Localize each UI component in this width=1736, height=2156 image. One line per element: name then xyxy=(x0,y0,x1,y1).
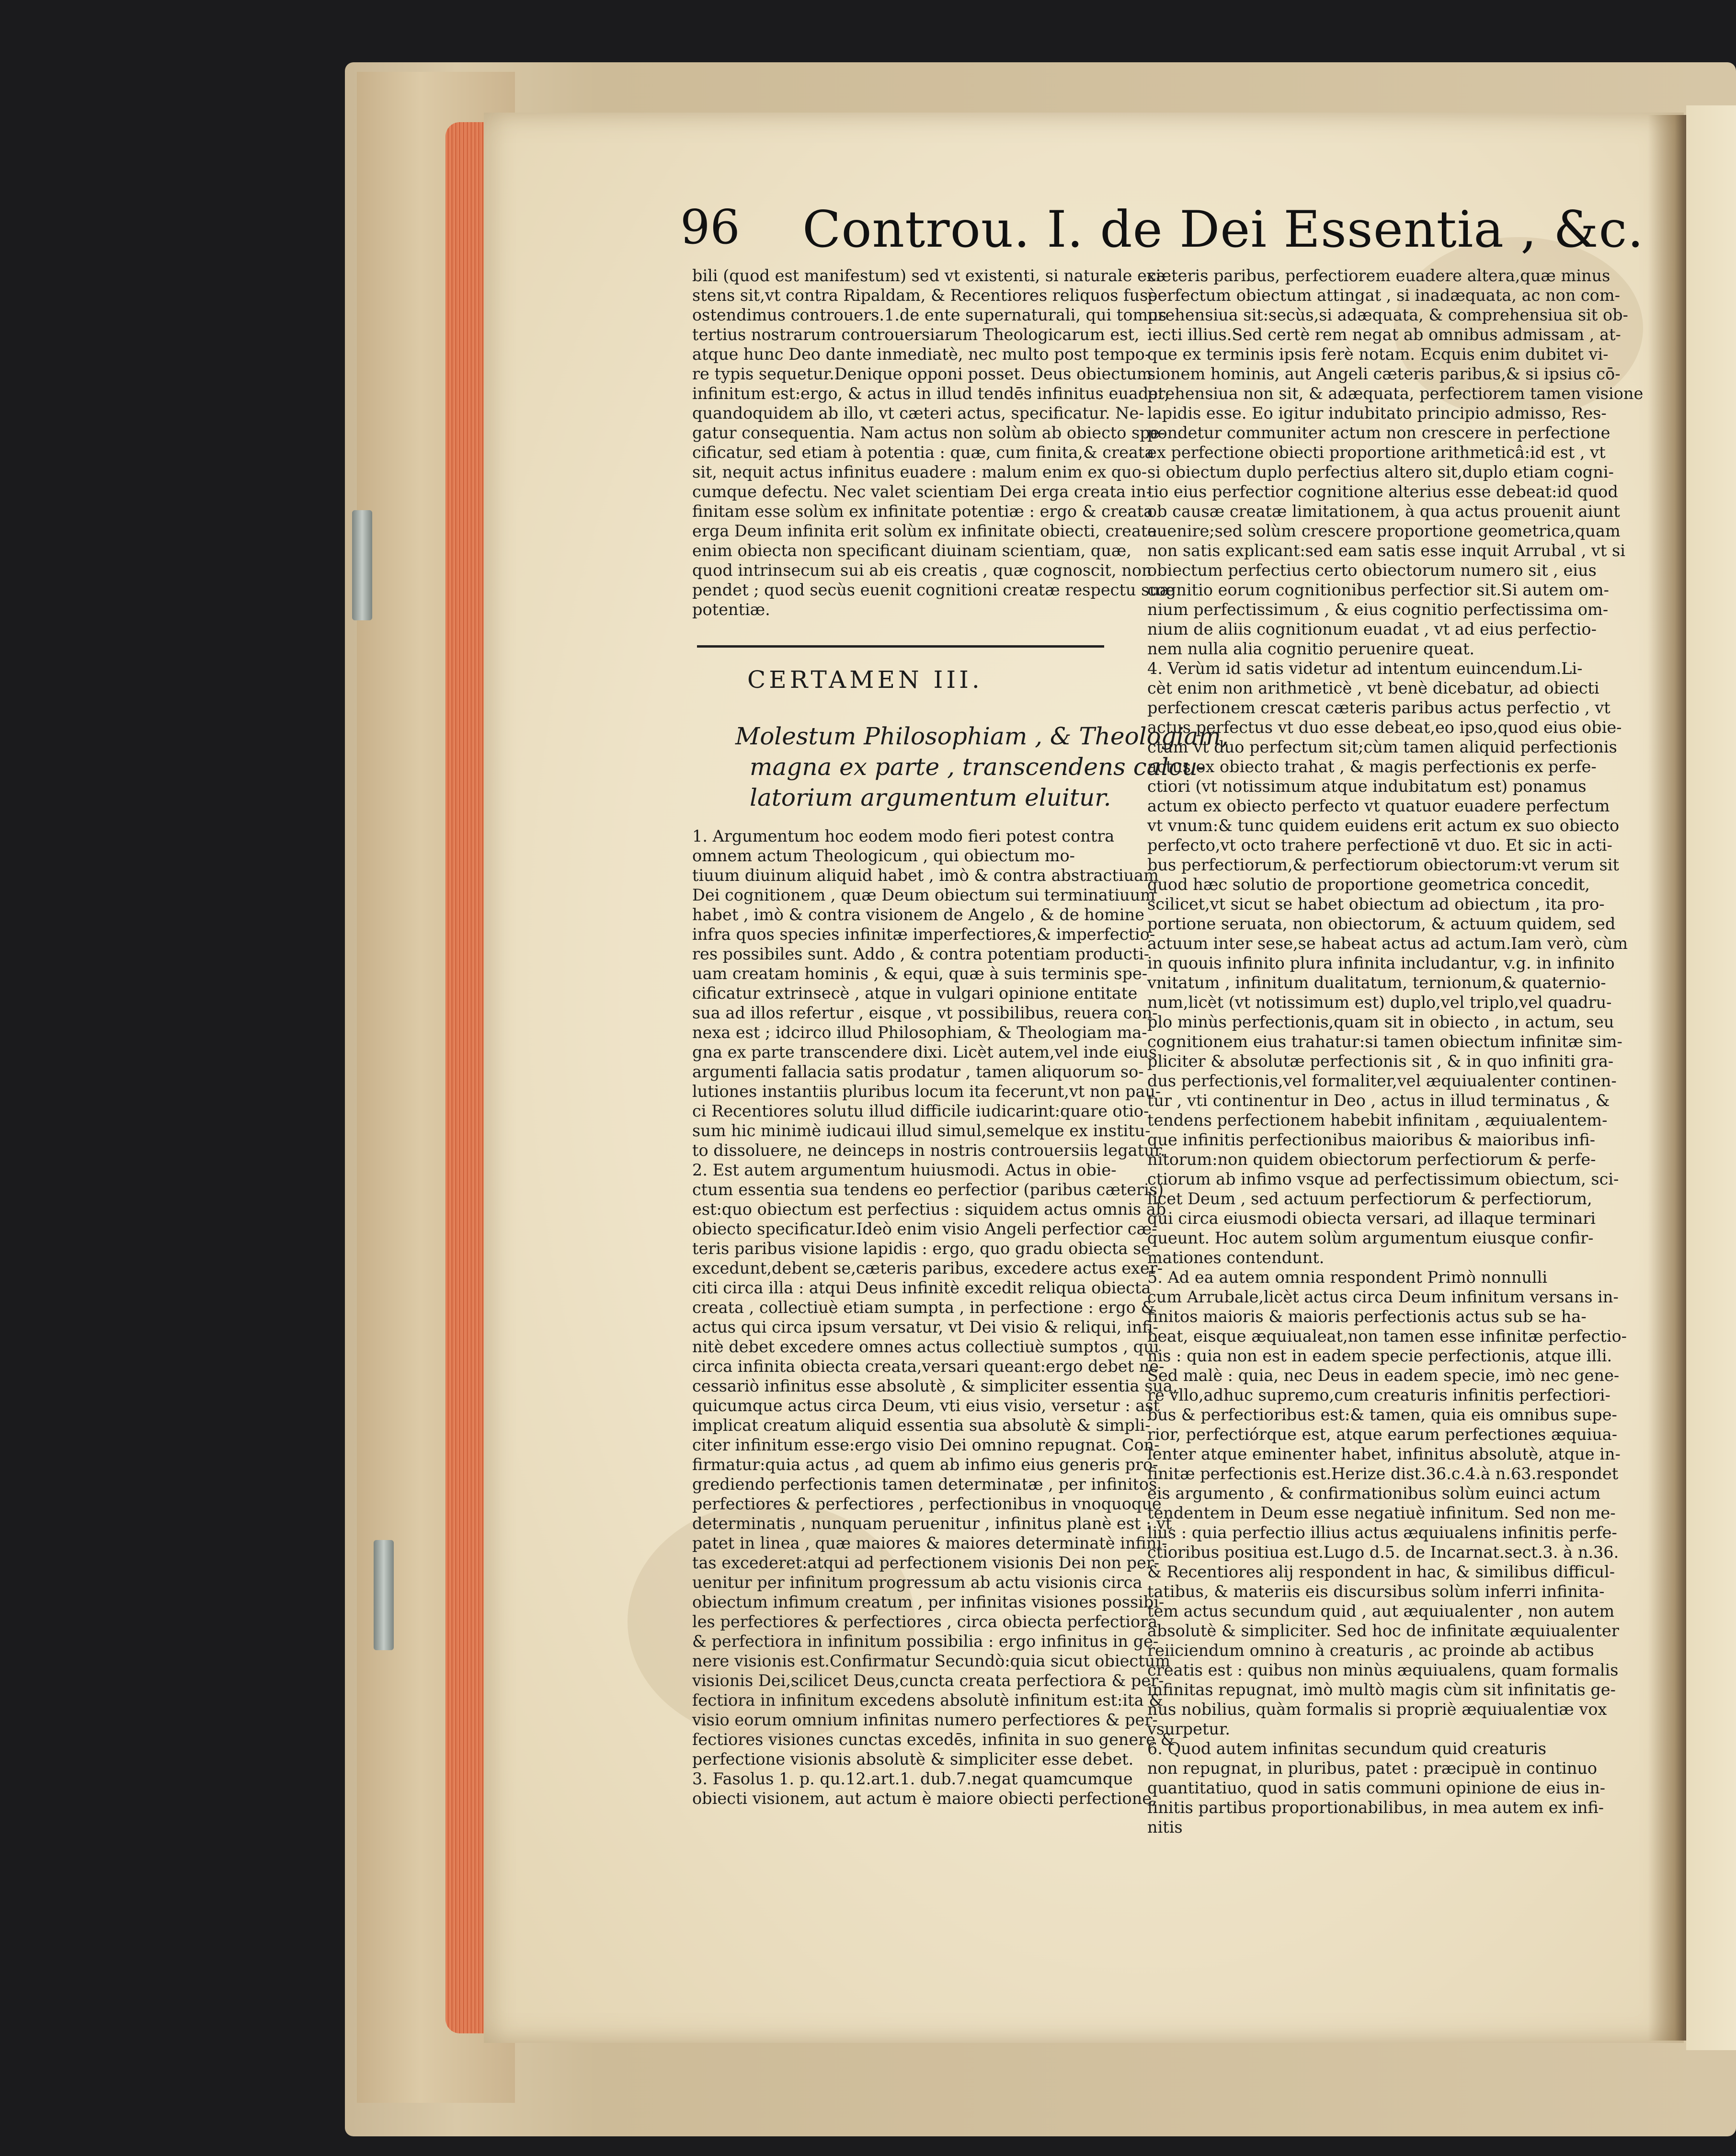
text-line: ostendimus controuers.1.de ente supernaturali, qui tomus xyxy=(692,306,1167,324)
text-line: tur , vti continentur in Deo , actus in illud terminatus , & xyxy=(1147,1091,1610,1110)
text-line: cificatur, sed etiam à potentia : quæ, cum finita,& creata xyxy=(692,443,1154,462)
text-line: qui circa eiusmodi obiecta versari, ad illaque terminari xyxy=(1147,1209,1596,1228)
text-line: fectiores visiones cunctas excedēs, infinita in suo genere & xyxy=(692,1730,1175,1749)
text-line: finitæ perfectionis est.Herize dist.36.c.4.à n.63.respondet xyxy=(1147,1464,1619,1483)
text-line: actuum inter sese,se habeat actus ad actum.Iam verò, cùm xyxy=(1147,934,1628,953)
text-line: & perfectiora in infinitum possibilia : ergo infinitus in ge- xyxy=(692,1632,1159,1651)
text-line: ctioribus positiua est.Lugo d.5. de Incarnat.sect.3. à n.36. xyxy=(1147,1543,1619,1562)
text-line: cessariò infinitus esse absolutè , & simpliciter essentia sua, xyxy=(692,1377,1178,1395)
text-line: circa infinita obiecta creata,versari queant:ergo debet ne- xyxy=(692,1357,1165,1376)
text-line: si obiectum duplo perfectius altero sit,duplo etiam cogni- xyxy=(1147,463,1614,481)
text-line: lenter atque eminenter habet, infinitus absolutè, atque in- xyxy=(1147,1445,1621,1463)
page-number: 96 xyxy=(680,200,740,255)
text-line: omnem actum Theologicum , qui obiectum mo- xyxy=(692,846,1075,865)
text-line: infinitas repugnat, imò multò magis cùm sit infinitatis ge- xyxy=(1147,1680,1616,1699)
text-line: quod intrinsecum sui ab eis creatis , quæ cognoscit, non xyxy=(692,561,1152,580)
text-line: uam creatam hominis , & equi, quæ à suis terminis spe- xyxy=(692,964,1148,983)
text-line: argumenti fallacia satis prodatur , tamen aliquorum so- xyxy=(692,1062,1144,1081)
text-line: to dissoluere, ne deinceps in nostris controuersiis legatur. xyxy=(692,1141,1165,1160)
text-line: ctiorum ab infimo vsque ad perfectissimum obiectum, sci- xyxy=(1147,1170,1619,1188)
text-line: finitam esse solùm ex infinitate potentiæ : ergo & creata xyxy=(692,502,1154,521)
subtitle-line: Molestum Philosophiam , & Theologiam, xyxy=(735,722,1229,750)
text-line: perfectum obiectum attingat , si inadæquata, ac non com- xyxy=(1147,286,1620,305)
text-line: actus ex obiecto trahat , & magis perfectionis ex perfe- xyxy=(1147,757,1597,776)
text-line: obiectum infimum creatum , per infinitas visiones possibi- xyxy=(692,1593,1165,1611)
text-line: 6. Quod autem infinitas secundum quid creaturis xyxy=(1147,1739,1547,1758)
text-line: patet in linea , quæ maiores & maiores determinatè infini- xyxy=(692,1534,1167,1552)
text-line: enim obiecta non specificant diuinam scientiam, quæ, xyxy=(692,541,1132,560)
text-line: pendet ; quod secùs euenit cognitioni creatæ respectu suæ xyxy=(692,581,1175,599)
text-line: quantitatiuo, quod in satis communi opinione de eius in- xyxy=(1147,1779,1606,1797)
text-line: firmatur:quia actus , ad quem ab infimo eius generis pro- xyxy=(692,1455,1158,1474)
text-line: excedunt,debent se,cæteris paribus, excedere actus exer- xyxy=(692,1259,1163,1278)
clasp-lower-icon xyxy=(374,1540,394,1650)
text-line: perfectionem crescat cæteris paribus actus perfectio , vt xyxy=(1147,698,1610,717)
text-line: bus perfectiorum,& perfectiorum obiectorum:vt verum sit xyxy=(1147,856,1619,874)
text-line: re vllo,adhuc supremo,cum creaturis infinitis perfectiori- xyxy=(1147,1386,1610,1404)
text-line: iecti illius.Sed certè rem negat ab omnibus admissam , at- xyxy=(1147,325,1621,344)
text-line: nis : quia non est in eadem specie perfectionis, atque illi. xyxy=(1147,1346,1612,1365)
text-line: perfecto,vt octo trahere perfectionē vt duo. Et sic in acti- xyxy=(1147,836,1612,855)
text-line: gatur consequentia. Nam actus non solùm ab obiecto spe- xyxy=(692,423,1165,442)
text-line: licet Deum , sed actuum perfectiorum & perfectiorum, xyxy=(1147,1189,1592,1208)
text-line: obiectum perfectius certo obiectorum numero sit , eius xyxy=(1147,561,1597,580)
text-line: ci Recentiores solutu illud difficile iudicarint:quare otio- xyxy=(692,1102,1149,1120)
text-line: est:quo obiectum est perfectius : siquidem actus omnis ab xyxy=(692,1200,1166,1219)
text-line: nexa est ; idcirco illud Philosophiam, & Theologiam ma- xyxy=(692,1023,1147,1042)
left-column-main xyxy=(692,826,1178,1808)
text-line: rior, perfectiórque est, atque earum perfectiones æquiua- xyxy=(1147,1425,1618,1444)
text-line: cæteris paribus, perfectiorem euadere altera,quæ minus xyxy=(1147,266,1610,285)
text-line: ob causæ creatæ limitationem, à qua actus prouenit aiunt xyxy=(1147,502,1620,521)
page-gutter xyxy=(1648,115,1686,2041)
text-line: infra quos species infinitæ imperfectiores,& imperfectio- xyxy=(692,925,1155,944)
text-line: eis argumento , & confirmationibus solùm euinci actum xyxy=(1147,1484,1601,1503)
text-line: nium de aliis cognitionum euadat , vt ad eius perfectio- xyxy=(1147,620,1597,639)
text-line: quicumque actus circa Deum, vti eius visio, versetur : ast xyxy=(692,1396,1160,1415)
text-line: 3. Fasolus 1. p. qu.12.art.1. dub.7.negat quamcumque xyxy=(692,1769,1133,1788)
text-line: nitorum:non quidem obiectorum perfectiorum & perfe- xyxy=(1147,1150,1596,1169)
text-line: uenitur per infinitum progressum ab actu visionis circa xyxy=(692,1573,1142,1592)
text-line: dus perfectionis,vel formaliter,vel æquiualenter continen- xyxy=(1147,1072,1617,1090)
text-line: erga Deum infinita erit solùm ex infinitate obiecti, creata xyxy=(692,522,1157,540)
text-line: ex perfectione obiecti proportione arithmeticâ:id est , vt xyxy=(1147,443,1606,462)
text-line: obiecti visionem, aut actum è maiore obiecti perfectione, xyxy=(692,1789,1157,1808)
text-line: pondetur communiter actum non crescere in perfectione xyxy=(1147,423,1610,442)
text-line: prehensiua non sit, & adæquata, perfectiorem tamen visione xyxy=(1147,384,1644,403)
right-column xyxy=(1147,266,1644,1837)
text-line: actus perfectus vt duo esse debeat,eo ipso,quod eius obie- xyxy=(1147,718,1622,737)
text-line: visionis Dei,scilicet Deus,cuncta creata perfectiora & per- xyxy=(692,1671,1164,1690)
text-line: nus nobilius, quàm formalis si propriè æquiualentiæ vox xyxy=(1147,1700,1607,1719)
text-line: 2. Est autem argumentum huiusmodi. Actus in obie- xyxy=(692,1161,1117,1179)
text-line: nere visionis est.Confirmatur Secundò:quia sicut obiectum xyxy=(692,1652,1171,1670)
text-line: num,licèt (vt notissimum est) duplo,vel triplo,vel quadru- xyxy=(1147,993,1612,1012)
text-line: tiuum diuinum aliquid habet , imò & contra abstractiuam xyxy=(692,866,1159,885)
text-line: gna ex parte transcendere dixi. Licèt autem,vel inde eius xyxy=(692,1043,1157,1061)
text-line: grediendo perfectionis tamen determinatæ , per infinitos xyxy=(692,1475,1157,1494)
text-line: 4. Verùm id satis videtur ad intentum euincendum.Li- xyxy=(1147,659,1583,678)
text-line: portione seruata, non obiectorum, & actuum quidem, sed xyxy=(1147,914,1616,933)
text-line: sionem hominis, aut Angeli cæteris paribus,& si ipsius cō- xyxy=(1147,365,1621,383)
section-subtitle xyxy=(735,721,1229,813)
text-line: Dei cognitionem , quæ Deum obiectum sui terminatiuum xyxy=(692,886,1155,904)
subtitle-line: magna ex parte , transcendens calcu- xyxy=(750,753,1206,781)
text-line: non satis explicant:sed eam satis esse inquit Arrubal , vt si xyxy=(1147,541,1625,560)
text-line: quandoquidem ab illo, vt cæteri actus, specificatur. Ne- xyxy=(692,404,1144,422)
text-line: cognitionem eius trahatur:si tamen obiectum infinitæ sim- xyxy=(1147,1032,1622,1051)
text-line: finitos maioris & maioris perfectionis actus sub se ha- xyxy=(1147,1307,1587,1326)
text-line: potentiæ. xyxy=(692,600,770,619)
text-line: ctum essentia sua tendens eo perfectior (paribus cæteris) xyxy=(692,1180,1164,1199)
text-line: cum Arrubale,licèt actus circa Deum infinitum versans in- xyxy=(1147,1288,1619,1306)
text-line: implicat creatum aliquid essentia sua absolutè & simpli- xyxy=(692,1416,1151,1435)
text-line: obiecto specificatur.Ideò enim visio Angeli perfectior cæ- xyxy=(692,1220,1157,1238)
text-line: sum hic minimè iudicaui illud simul,semelque ex institu- xyxy=(692,1121,1151,1140)
text-line: infinitum est:ergo, & actus in illud tendēs infinitus euadet, xyxy=(692,384,1170,403)
text-line: prehensiua sit:secùs,si adæquata, & comprehensiua sit ob- xyxy=(1147,306,1628,324)
text-line: tio eius perfectior cognitione alterius esse debeat:id quod xyxy=(1147,482,1618,501)
text-line: tendentem in Deum esse negatiuè infinitum. Sed non me- xyxy=(1147,1504,1616,1522)
text-line: tendens perfectionem habebit infinitam , æquiualentem- xyxy=(1147,1111,1608,1129)
text-line: perfectione visionis absolutè & simpliciter esse debet. xyxy=(692,1750,1134,1768)
text-line: fectiora in infinitum excedens absolutè infinitum est:ita & xyxy=(692,1691,1164,1710)
text-line: cognitio eorum cognitionibus perfectior sit.Si autem om- xyxy=(1147,581,1609,599)
text-line: visio eorum omnium infinitas numero perfectiores & per- xyxy=(692,1711,1158,1729)
text-line: in quouis infinito plura infinita includantur, v.g. in infinito xyxy=(1147,954,1615,972)
text-line: nitè debet excedere omnes actus collectiuè sumptos , qui xyxy=(692,1337,1159,1356)
text-line: teris paribus visione lapidis : ergo, quo gradu obiecta se xyxy=(692,1239,1151,1258)
text-line: vnitatum , infinitum dualitatum, ternionum,& quaternio- xyxy=(1147,973,1606,992)
left-column-top xyxy=(692,266,1175,619)
text-line: tatibus, & materiis eis discursibus solùm inferri infinita- xyxy=(1147,1582,1605,1601)
text-line: stens sit,vt contra Ripaldam, & Recentiores reliquos fusè xyxy=(692,286,1158,305)
clasp-upper-icon xyxy=(352,510,372,620)
text-line: les perfectiores & perfectiores , circa obiecta perfectiora xyxy=(692,1612,1158,1631)
text-line: cificatur extrinsecè , atque in vulgari opinione entitate xyxy=(692,984,1138,1003)
text-line: que ex terminis ipsis ferè notam. Ecquis enim dubitet vi- xyxy=(1147,345,1609,364)
text-line: Sed malè : quia, nec Deus in eadem specie, imò nec gene- xyxy=(1147,1366,1620,1385)
text-line: nitis xyxy=(1147,1818,1183,1837)
text-line: beat, eisque æquiualeat,non tamen esse infinitæ perfectio- xyxy=(1147,1327,1627,1346)
running-head xyxy=(680,200,1644,262)
text-line: quod hæc solutio de proportione geometrica concedit, xyxy=(1147,875,1590,894)
text-line: creata , collectiuè etiam sumpta , in perfectione : ergo & xyxy=(692,1298,1155,1317)
text-line: reiiciendum omnino à creaturis , ac proinde ab actibus xyxy=(1147,1641,1594,1660)
section-heading: CERTAMEN III. xyxy=(747,666,983,694)
text-line: lius : quia perfectio illius actus æquiualens infinitis perfe- xyxy=(1147,1523,1617,1542)
text-line: vsurpetur. xyxy=(1147,1720,1230,1738)
text-line: non repugnat, in pluribus, patet : præcipuè in continuo xyxy=(1147,1759,1598,1778)
text-line: mationes contendunt. xyxy=(1147,1248,1325,1267)
text-line: actum ex obiecto perfecto vt quatuor euadere perfectum xyxy=(1147,797,1610,815)
text-line: nem nulla alia cognitio peruenire queat. xyxy=(1147,639,1475,658)
text-line: 5. Ad ea autem omnia respondent Primò nonnulli xyxy=(1147,1268,1548,1287)
text-line: citer infinitum esse:ergo visio Dei omnino repugnat. Con- xyxy=(692,1436,1160,1454)
text-line: determinatis , nunquam peruenitur , infinitus planè est : vt xyxy=(692,1514,1172,1533)
text-line: cèt enim non arithmeticè , vt benè dicebatur, ad obiecti xyxy=(1147,679,1599,697)
text-line: ctiori (vt notissimum atque indubitatum est) ponamus xyxy=(1147,777,1587,796)
text-line: finitis partibus proportionabilibus, in mea autem ex infi- xyxy=(1147,1798,1604,1817)
text-line: ctum vt duo perfectum sit;cùm tamen aliquid perfectionis xyxy=(1147,738,1617,756)
facing-page-edge xyxy=(1686,105,1736,2050)
text-line: lutiones instantiis pluribus locum ita fecerunt,vt non pau- xyxy=(692,1082,1161,1101)
text-line: pliciter & absolutæ perfectionis sit , & in quo infiniti gra- xyxy=(1147,1052,1614,1071)
text-line: bili (quod est manifestum) sed vt existenti, si naturale exi- xyxy=(692,266,1166,285)
text-line: tertius nostrarum controuersiarum Theologicarum est, xyxy=(692,325,1140,344)
text-line: que infinitis perfectionibus maioribus & maioribus infi- xyxy=(1147,1130,1596,1149)
text-line: plo minùs perfectionis,quam sit in obiecto , in actum, seu xyxy=(1147,1013,1614,1031)
text-line: vt vnum:& tunc quidem euidens erit actum ex suo obiecto xyxy=(1147,816,1620,835)
text-line: scilicet,vt sicut se habet obiectum ad obiectum , ita pro- xyxy=(1147,895,1605,913)
text-line: 1. Argumentum hoc eodem modo fieri potest contra xyxy=(692,827,1115,845)
text-line: actus qui circa ipsum versatur, vt Dei visio & reliqui, infi- xyxy=(692,1318,1158,1336)
section-divider xyxy=(697,645,1104,648)
text-line: cumque defectu. Nec valet scientiam Dei erga creata in- xyxy=(692,482,1152,501)
running-title: Controu. I. de Dei Essentia , &c. xyxy=(802,200,1644,259)
text-line: creatis est : quibus non minùs æquiualens, quam formalis xyxy=(1147,1661,1619,1679)
text-line: queunt. Hoc autem solùm argumentum eiusque confir- xyxy=(1147,1229,1594,1247)
text-line: res possibiles sunt. Addo , & contra potentiam producti- xyxy=(692,945,1150,963)
text-line: tem actus secundum quid , aut æquiualenter , non autem xyxy=(1147,1602,1615,1620)
text-line: & Recentiores alij respondent in hac, & similibus difficul- xyxy=(1147,1563,1615,1581)
subtitle-line: latorium argumentum eluitur. xyxy=(750,784,1111,811)
text-line: habet , imò & contra visionem de Angelo , & de homine xyxy=(692,905,1144,924)
text-line: re typis sequetur.Denique opponi posset. Deus obiectum xyxy=(692,365,1152,383)
text-line: lapidis esse. Eo igitur indubitato principio admisso, Res- xyxy=(1147,404,1607,422)
text-line: perfectiores & perfectiores , perfectionibus in vnoquoque xyxy=(692,1494,1162,1513)
text-line: atque hunc Deo dante inmediatè, nec multo post tempo- xyxy=(692,345,1151,364)
text-line: euenire;sed solùm crescere proportione geometrica,quam xyxy=(1147,522,1621,540)
text-line: tas excederet:atqui ad perfectionem visionis Dei non per- xyxy=(692,1553,1160,1572)
text-line: absolutè & simpliciter. Sed hoc de infinitate æquiualenter xyxy=(1147,1621,1619,1640)
text-line: citi circa illa : atqui Deus infinitè excedit reliqua obiecta xyxy=(692,1278,1151,1297)
text-line: nium perfectissimum , & eius cognitio perfectissima om- xyxy=(1147,600,1609,619)
text-line: sua ad illos refertur , eisque , vt possibilibus, reuera con- xyxy=(692,1004,1158,1022)
text-line: sit, nequit actus infinitus euadere : malum enim ex quo- xyxy=(692,463,1147,481)
text-line: bus & perfectioribus est:& tamen, quia eis omnibus supe- xyxy=(1147,1405,1617,1424)
